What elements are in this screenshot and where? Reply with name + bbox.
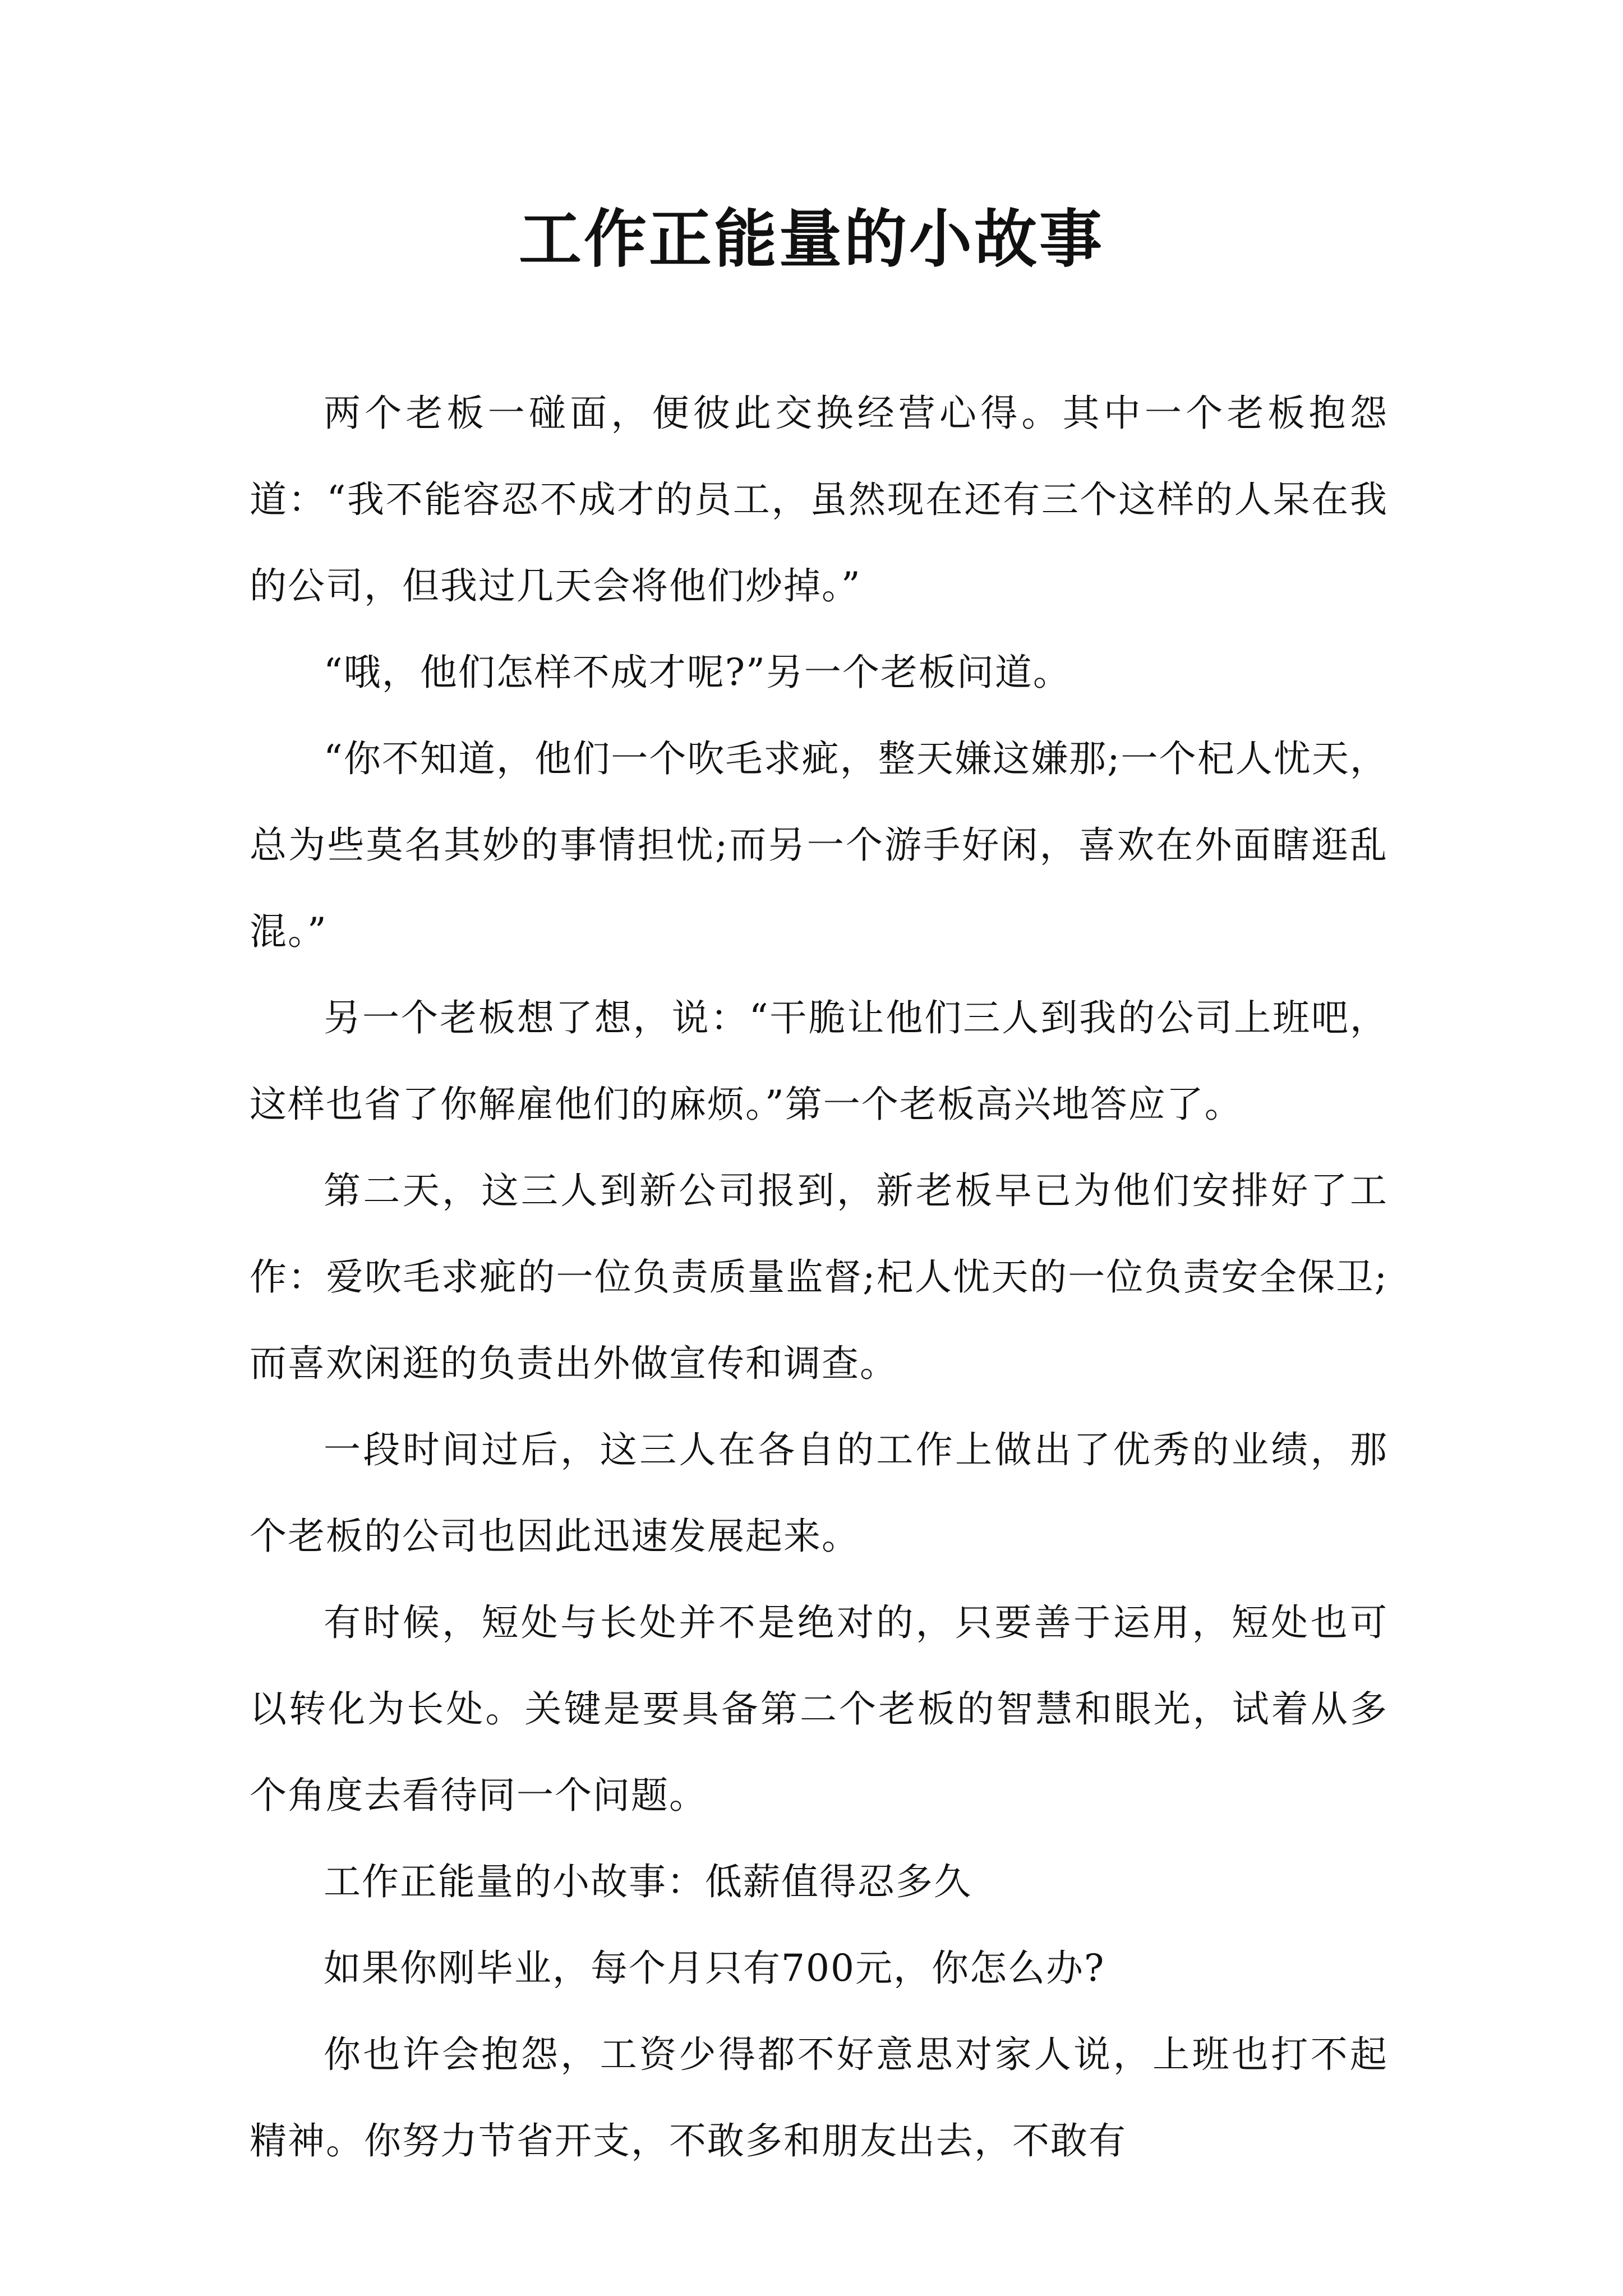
paragraph: 如果你刚毕业，每个月只有700元，你怎么办? <box>324 1947 1105 1990</box>
paragraph: 你也许会抱怨，工资少得都不好意思对家人说，上班也打不起精神。你努力节省开支，不敢多和朋友出去，不敢有 <box>250 2033 1388 2162</box>
paragraph: 有时候，短处与长处并不是绝对的，只要善于运用，短处也可以转化为长处。关键是要具备第二个老板的智慧和眼光，试着从多个角度去看待同一个问题。 <box>250 1601 1388 1817</box>
section-heading-paragraph: 工作正能量的小故事：低薪值得忍多久 <box>324 1860 972 1903</box>
paragraph: 另一个老板想了想，说：“干脆让他们三人到我的公司上班吧，这样也省了你解雇他们的麻烦。”第一个老板高兴地答应了。 <box>250 996 1388 1126</box>
paragraph: “哦，他们怎样不成才呢?”另一个老板问道。 <box>324 651 1071 694</box>
paragraph: 一段时间过后，这三人在各自的工作上做出了优秀的业绩，那个老板的公司也因此迅速发展起来。 <box>250 1428 1388 1558</box>
document-title: 工作正能量的小故事 <box>519 203 1104 276</box>
paragraph: 第二天，这三人到新公司报到，新老板早已为他们安排好了工作：爱吹毛求疵的一位负责质量监督;杞人忧天的一位负责安全保卫;而喜欢闲逛的负责出外做宣传和调查。 <box>250 1169 1388 1385</box>
paragraph: “你不知道，他们一个吹毛求疵，整天嫌这嫌那;一个杞人忧天，总为些莫名其妙的事情担忧;而另一个游手好闲，喜欢在外面瞎逛乱混。” <box>250 737 1388 953</box>
document-body <box>250 370 1388 2184</box>
paragraph: 两个老板一碰面，便彼此交换经营心得。其中一个老板抱怨道：“我不能容忍不成才的员工，虽然现在还有三个这样的人呆在我的公司，但我过几天会将他们炒掉。” <box>250 392 1388 608</box>
